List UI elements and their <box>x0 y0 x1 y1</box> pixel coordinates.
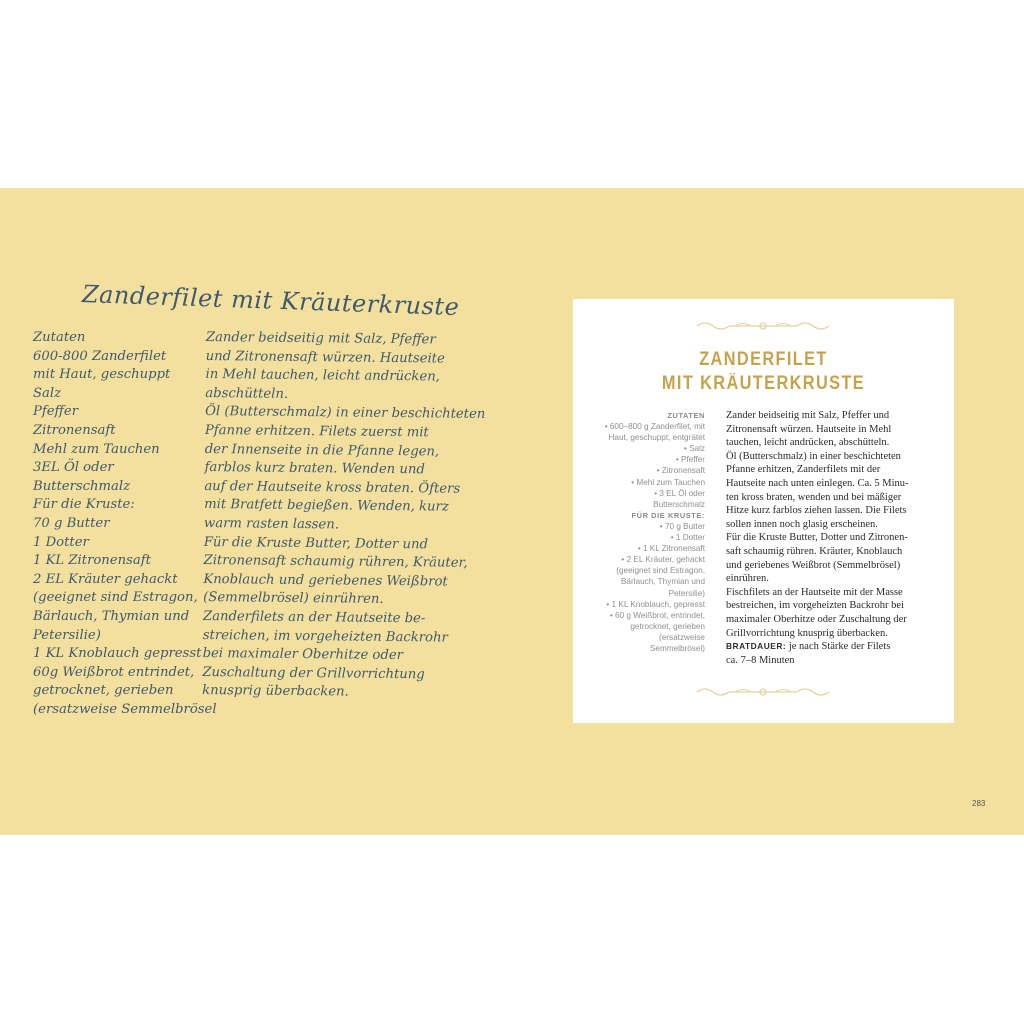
crust-header: FÜR DIE KRUSTE: <box>631 510 705 520</box>
bratdauer-line2: ca. 7–8 Minuten <box>726 654 795 666</box>
method-line: Für die Kruste Butter, Dotter und Zitronen- <box>726 532 908 544</box>
method-line: einrühren. <box>726 573 769 585</box>
handwritten-line: Zutaten <box>33 330 86 345</box>
handwritten-line: (geeignet sind Estragon, <box>33 590 198 606</box>
method-line: Zitronensaft würzen. Hautseite in Mehl <box>726 423 892 435</box>
crust-item: • 2 EL Kräuter, gehackt <box>621 555 705 565</box>
ingredients-main <box>587 421 705 510</box>
handwritten-line: getrocknet, gerieben <box>33 683 174 699</box>
handwritten-line: Mehl zum Tauchen <box>33 441 160 457</box>
handwritten-line: Zander beidseitig mit Salz, Pfeffer <box>205 329 436 348</box>
recipe-title <box>573 348 954 396</box>
handwritten-line: farblos kurz braten. Wenden und <box>204 460 425 478</box>
crust-item: • 60 g Weißbrot, entrindet, <box>609 610 705 620</box>
method-line: Fischfilets an der Hautseite mit der Masse <box>726 586 903 598</box>
method-line: und geriebenes Weißbrot (Semmelbrösel) <box>726 559 901 571</box>
handwritten-line: Pfanne erhitzen. Filets zuerst mit <box>204 422 429 441</box>
method-line: ten kross braten, wenden und bei mäßiger <box>726 491 902 503</box>
handwritten-line: auf der Hautseite kross braten. Öfters <box>204 478 461 497</box>
yellow-page <box>0 188 1024 835</box>
method-line: saft schaumig rühren. Kräuter, Knoblauch <box>726 545 903 557</box>
handwritten-method <box>202 329 486 704</box>
crust-item: Bärlauch, Thymian und <box>620 577 705 587</box>
handwritten-line: 60g Weißbrot entrindet, <box>33 664 195 680</box>
method-line: Hautseite nach unten einlegen. Ca. 5 Minu- <box>726 477 909 489</box>
ingredient-item: • Pfeffer <box>675 455 705 465</box>
handwritten-line: Öl (Butterschmalz) in einer beschichteten <box>205 404 486 423</box>
method-line: bestreichen, im vorgeheizten Backrohr bei <box>726 600 904 612</box>
bratdauer-text: je nach Stärke der Filets <box>786 641 891 653</box>
method-lines <box>726 409 948 640</box>
handwritten-line: 3EL Öl oder <box>33 460 114 476</box>
handwritten-line: 2 EL Kräuter gehackt <box>33 571 178 587</box>
handwritten-line: Für die Kruste: <box>33 497 135 513</box>
ingredient-item: • Zitronensaft <box>656 466 705 476</box>
handwritten-line: Pfeffer <box>33 404 79 420</box>
handwritten-recipe <box>0 188 560 835</box>
handwritten-line: Bärlauch, Thymian und <box>33 608 190 624</box>
crust-item: Semmelbrösel) <box>649 643 705 653</box>
recipe-card <box>573 299 954 723</box>
ingredient-item: Butterschmalz <box>653 499 705 509</box>
method-line: Zander beidseitig mit Salz, Pfeffer und <box>726 410 890 421</box>
crust-item: Petersilie) <box>668 588 705 598</box>
ingredient-item: • 3 EL Öl oder <box>654 488 705 498</box>
recipe-title-line1: ZANDERFILET <box>699 349 828 370</box>
crust-item: getrocknet, gerieben <box>630 621 705 631</box>
crust-item: • 1 KL Knoblauch, gepresst <box>606 599 705 609</box>
handwritten-line: in Mehl tauchen, leicht andrücken, <box>205 367 440 385</box>
method-line: Grillvorrichtung knusprig überbacken. <box>726 627 888 639</box>
method-line: tauchen, leicht andrücken, abschütteln. <box>726 437 890 449</box>
handwritten-line: mit Bratfett begießen. Wenden, kurz <box>204 497 449 515</box>
handwritten-line: abschütteln. <box>205 385 289 402</box>
handwritten-line: Zuschaltung der Grillvorrichtung <box>202 664 425 682</box>
handwritten-line: Salz <box>33 385 62 401</box>
ingredients-header: ZUTATEN <box>667 411 705 420</box>
recipe-title-line2: MIT KRÄUTERKRUSTE <box>661 373 866 394</box>
handwritten-line: 600-800 Zanderfilet <box>33 348 167 364</box>
ingredients-list <box>587 410 705 654</box>
crust-item: (ersatzweise <box>659 632 705 642</box>
ornament-top-icon <box>695 320 831 332</box>
handwritten-line: der Innenseite in die Pfanne legen, <box>204 441 440 460</box>
handwritten-line: Für die Kruste Butter, Dotter und <box>203 534 429 552</box>
bratdauer-line <box>726 640 948 654</box>
handwritten-line: warm rasten lassen. <box>203 515 340 533</box>
method-line: Pfanne erhitzen, Zanderfilets mit der <box>726 464 881 476</box>
handwritten-line: Knoblauch und geriebenes Weißbrot <box>203 571 448 590</box>
handwritten-line: 1 KL Zitronensaft <box>33 553 151 569</box>
handwritten-line: und Zitronensaft würzen. Hautseite <box>205 348 445 367</box>
method-line: Öl (Butterschmalz) in einer beschichteten <box>726 450 901 462</box>
handwritten-line: 1 KL Knoblauch gepresst <box>33 646 202 662</box>
handwritten-line: bei maximaler Oberhitze oder <box>202 646 404 664</box>
handwritten-line: mit Haut, geschuppt <box>33 367 171 383</box>
handwritten-line: (Semmelbrösel) einrühren. <box>203 590 384 608</box>
handwritten-line: Zanderfilets an der Hautseite be- <box>202 608 426 627</box>
bratdauer-label: BRATDAUER: <box>726 641 787 652</box>
handwritten-line: Butterschmalz <box>33 478 131 494</box>
handwritten-title: Zanderfilet mit Kräuterkruste <box>81 280 460 322</box>
ingredient-item: Haut, geschuppt, entgrätet <box>608 433 705 443</box>
method-line: maximaler Oberhitze oder Zuschaltung der <box>726 613 907 625</box>
crust-item: • 1 KL Zitronensaft <box>637 544 705 554</box>
handwritten-line: (ersatzweise Semmelbrösel <box>33 701 217 717</box>
ingredient-item: • 600–800 g Zanderfilet, mit <box>604 422 705 432</box>
ingredient-item: • Salz <box>683 444 705 454</box>
handwritten-line: 1 Dotter <box>33 534 89 550</box>
page-number: 283 <box>972 799 986 808</box>
crust-item: • 70 g Butter <box>659 521 705 531</box>
ornament-bottom-icon <box>695 686 831 698</box>
handwritten-line: Zitronensaft schaumig rühren, Kräuter, <box>203 553 468 571</box>
method-text <box>726 409 948 667</box>
ingredients-crust <box>587 521 705 654</box>
handwritten-line: knusprig überbacken. <box>202 683 349 700</box>
method-line: sollen innen noch glasig erscheinen. <box>726 518 878 530</box>
handwritten-ingredients <box>33 329 217 719</box>
ingredient-item: • Mehl zum Tauchen <box>631 477 705 487</box>
handwritten-line: 70 g Butter <box>33 515 110 531</box>
handwritten-line: streichen, im vorgeheizten Backrohr <box>202 627 448 646</box>
handwritten-line: Zitronensaft <box>33 422 116 438</box>
crust-item: (geeignet sind Estragon, <box>616 566 705 576</box>
handwritten-line: Petersilie) <box>33 627 101 643</box>
method-line: Hitze kurz farblos ziehen lassen. Die Filets <box>726 505 907 517</box>
crust-item: • 1 Dotter <box>670 533 705 543</box>
